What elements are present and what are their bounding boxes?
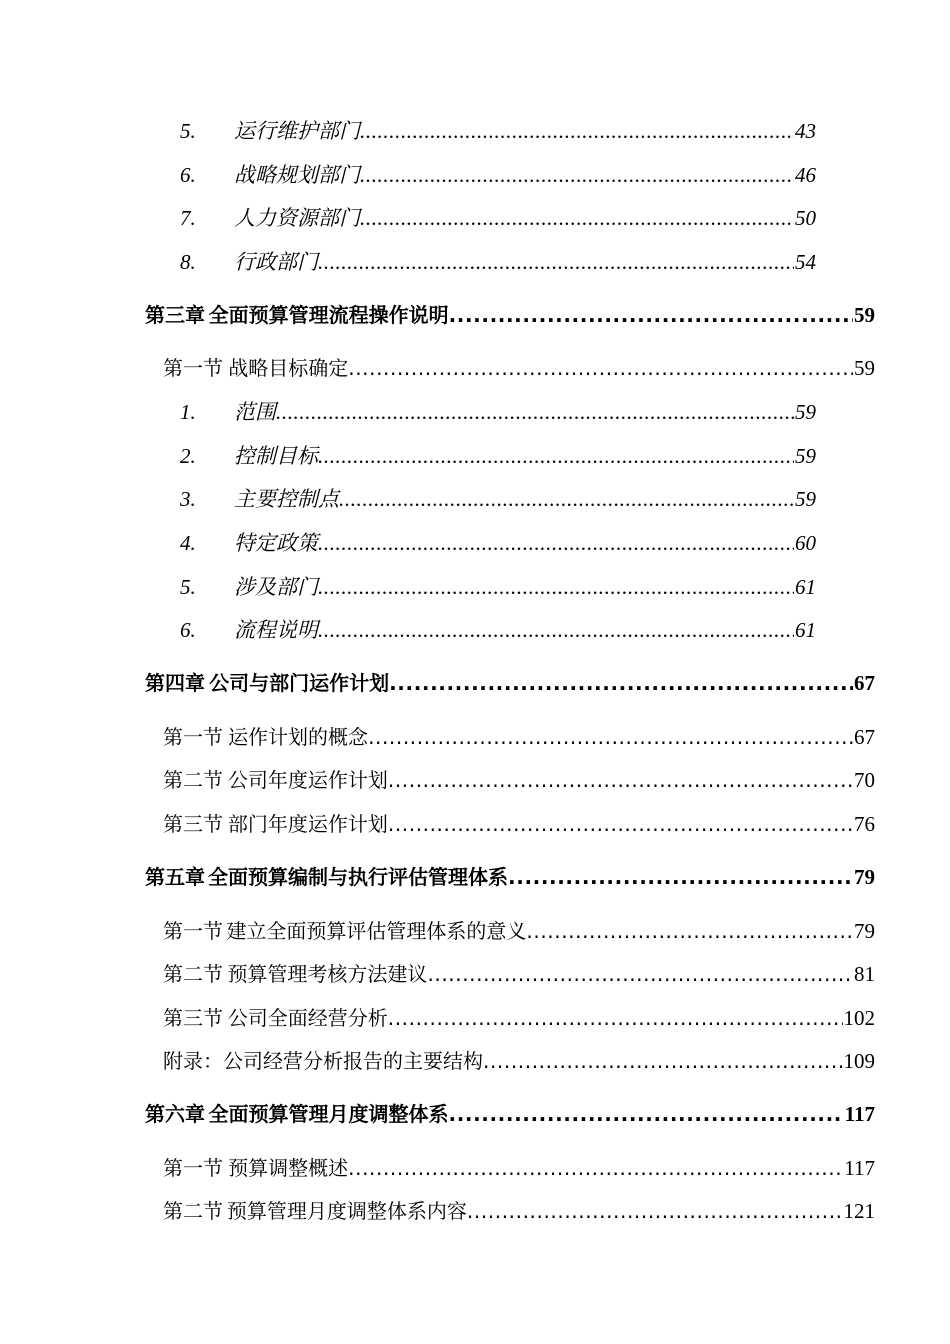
toc-item-title: 特定政策 [234, 531, 318, 555]
toc-chapter-6[interactable] [145, 1099, 875, 1129]
toc-section[interactable] [163, 353, 875, 383]
section-page: 79 [854, 919, 875, 943]
toc-item[interactable] [180, 441, 816, 471]
chapter-label: 第三章 [145, 303, 205, 327]
dot-leader [318, 572, 794, 602]
toc-item-number: 4. [180, 531, 196, 555]
section-page: 70 [854, 768, 875, 792]
dot-leader [388, 809, 853, 839]
toc-item-page: 61 [795, 618, 816, 642]
toc-section[interactable] [163, 722, 875, 752]
toc-item-title: 运行维护部门 [234, 119, 360, 143]
dot-leader [388, 765, 853, 795]
section-label: 第二节 [163, 962, 223, 986]
section-title: 公司年度运作计划 [227, 768, 388, 792]
dot-leader [467, 1196, 843, 1226]
toc-item[interactable] [180, 203, 816, 233]
toc-item-number: 3. [180, 487, 196, 511]
dot-leader [526, 916, 853, 946]
section-label: 第一节 [163, 1156, 223, 1180]
toc-item-number: 6. [180, 163, 196, 187]
toc-section[interactable] [163, 809, 875, 839]
section-label: 第一节 [163, 356, 223, 380]
dot-leader [348, 353, 853, 383]
toc-item[interactable] [180, 247, 816, 277]
toc-item-page: 61 [795, 575, 816, 599]
toc-chapter-4[interactable] [145, 668, 875, 698]
chapter-page: 67 [854, 671, 875, 695]
toc-item-number: 5. [180, 119, 196, 143]
chapter-label: 第六章 [145, 1102, 205, 1126]
toc-item-title: 流程说明 [234, 618, 318, 642]
toc-item-number: 8. [180, 250, 196, 274]
section-page: 76 [854, 812, 875, 836]
toc-item[interactable] [180, 572, 816, 602]
dot-leader [449, 300, 853, 330]
section-label: 第一节 [163, 919, 223, 943]
toc-item-title: 战略规划部门 [234, 163, 360, 187]
section-title: 公司全面经营分析 [227, 1006, 388, 1030]
toc-item-page: 59 [795, 444, 816, 468]
toc-item-page: 59 [795, 400, 816, 424]
section-title: 预算管理考核方法建议 [227, 962, 428, 986]
dot-leader [368, 722, 853, 752]
chapter-title: 全面预算管理流程操作说明 [208, 303, 449, 327]
toc-item-page: 60 [795, 531, 816, 555]
dot-leader [483, 1046, 843, 1076]
section-page: 59 [854, 356, 875, 380]
section-label: 第三节 [163, 1006, 223, 1030]
toc-item[interactable] [180, 397, 816, 427]
toc-item[interactable] [180, 484, 816, 514]
dot-leader [318, 247, 794, 277]
toc-item-number: 7. [180, 206, 196, 230]
chapter-title: 公司与部门运作计划 [209, 671, 390, 695]
toc-item-page: 46 [795, 163, 816, 187]
toc-section[interactable] [163, 765, 875, 795]
section-title: 战略目标确定 [228, 356, 349, 380]
toc-item-number: 1. [180, 400, 196, 424]
section-page: 67 [854, 725, 875, 749]
toc-item[interactable] [180, 116, 816, 146]
toc-item-title: 控制目标 [234, 444, 318, 468]
section-label: 第三节 [163, 812, 223, 836]
toc-item[interactable] [180, 160, 816, 190]
dot-leader [339, 484, 794, 514]
appendix-page: 109 [843, 1049, 875, 1073]
dot-leader [427, 959, 853, 989]
toc-item-title: 涉及部门 [234, 575, 318, 599]
toc-appendix[interactable] [163, 1046, 875, 1076]
toc-item-title: 范围 [234, 400, 276, 424]
chapter-label: 第五章 [145, 865, 205, 889]
toc-item-page: 59 [795, 487, 816, 511]
toc-item-title: 主要控制点 [234, 487, 339, 511]
section-page: 117 [844, 1156, 875, 1180]
section-page: 102 [843, 1006, 875, 1030]
toc-item-title: 行政部门 [234, 250, 318, 274]
dot-leader [388, 1003, 843, 1033]
chapter-page: 59 [854, 303, 875, 327]
dot-leader [348, 1153, 843, 1183]
dot-leader [360, 203, 794, 233]
toc-item-number: 5. [180, 575, 196, 599]
toc-section[interactable] [163, 1003, 875, 1033]
chapter-page: 79 [854, 865, 875, 889]
chapter-title: 全面预算编制与执行评估管理体系 [208, 865, 509, 889]
section-title: 预算调整概述 [228, 1156, 349, 1180]
dot-leader [276, 397, 794, 427]
section-label: 第一节 [163, 725, 223, 749]
section-title: 运作计划的概念 [228, 725, 369, 749]
toc-chapter-5[interactable] [145, 862, 875, 892]
chapter-page: 117 [844, 1102, 875, 1126]
dot-leader [508, 862, 853, 892]
section-page: 81 [854, 962, 875, 986]
toc-section[interactable] [163, 1153, 875, 1183]
chapter-title: 全面预算管理月度调整体系 [208, 1102, 449, 1126]
toc-item-title: 人力资源部门 [234, 206, 360, 230]
dot-leader [360, 116, 794, 146]
section-label: 第二节 [163, 1199, 223, 1223]
toc-chapter-3[interactable] [145, 300, 875, 330]
toc-item-number: 6. [180, 618, 196, 642]
dot-leader [318, 528, 794, 558]
toc-item-number: 2. [180, 444, 196, 468]
toc-section[interactable] [163, 959, 875, 989]
dot-leader [318, 615, 794, 645]
section-page: 121 [843, 1199, 875, 1223]
toc-item-page: 50 [795, 206, 816, 230]
section-title: 建立全面预算评估管理体系的意义 [226, 919, 527, 943]
chapter-label: 第四章 [145, 671, 205, 695]
dot-leader [360, 160, 794, 190]
section-title: 部门年度运作计划 [227, 812, 388, 836]
toc-item[interactable] [180, 528, 816, 558]
section-label: 第二节 [163, 768, 223, 792]
dot-leader [318, 441, 794, 471]
toc-item-page: 43 [795, 119, 816, 143]
toc-item-page: 54 [795, 250, 816, 274]
appendix-title: 附录：公司经营分析报告的主要结构 [163, 1049, 483, 1073]
dot-leader [449, 1099, 844, 1129]
toc-section[interactable] [163, 916, 875, 946]
toc-section[interactable] [163, 1196, 875, 1226]
section-title: 预算管理月度调整体系内容 [226, 1199, 467, 1223]
toc-item[interactable] [180, 615, 816, 645]
dot-leader [389, 668, 853, 698]
